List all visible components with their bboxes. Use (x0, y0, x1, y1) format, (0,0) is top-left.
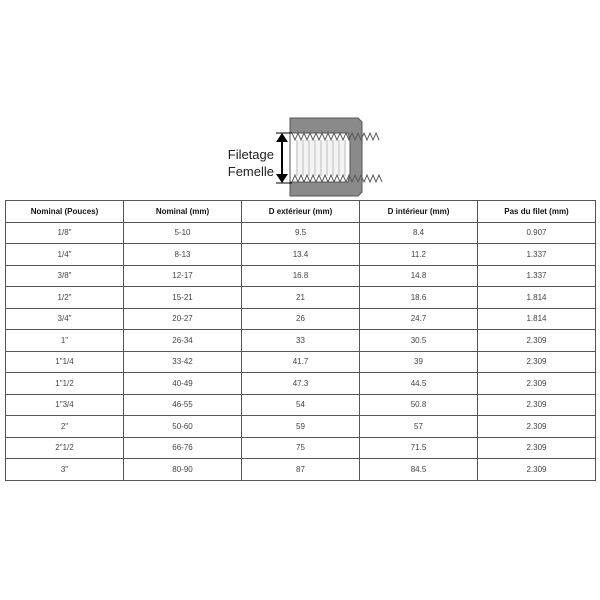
table-row (6, 222, 596, 244)
cell-thread-pitch: 2.309 (478, 351, 596, 373)
cell-nominal-mm: 20-27 (124, 308, 242, 330)
cell-nominal-mm: 26-34 (124, 330, 242, 352)
header-inner-diameter: D intérieur (mm) (360, 201, 478, 223)
cell-inner-diameter: 30.5 (360, 330, 478, 352)
cell-nominal-mm: 46-55 (124, 394, 242, 416)
cell-outer-diameter: 54 (242, 394, 360, 416)
cell-inner-diameter: 24.7 (360, 308, 478, 330)
cell-nominal-mm: 12-17 (124, 265, 242, 287)
cell-inner-diameter: 44.5 (360, 373, 478, 395)
cell-nominal-mm: 5-10 (124, 222, 242, 244)
cell-thread-pitch: 2.309 (478, 459, 596, 481)
cell-outer-diameter: 13.4 (242, 244, 360, 266)
header-nominal-inches: Nominal (Pouces) (6, 201, 124, 223)
cell-nominal-inches: 1/2" (6, 287, 124, 309)
cell-nominal-mm: 33-42 (124, 351, 242, 373)
table-row (6, 330, 596, 352)
cell-nominal-inches: 2"1/2 (6, 437, 124, 459)
cell-nominal-mm: 15-21 (124, 287, 242, 309)
cell-thread-pitch: 1.337 (478, 244, 596, 266)
cell-inner-diameter: 57 (360, 416, 478, 438)
header-nominal-mm: Nominal (mm) (124, 201, 242, 223)
cell-thread-pitch: 2.309 (478, 330, 596, 352)
cell-nominal-mm: 80-90 (124, 459, 242, 481)
cell-nominal-inches: 1"3/4 (6, 394, 124, 416)
thread-spec-table (5, 200, 596, 481)
cell-outer-diameter: 75 (242, 437, 360, 459)
cell-nominal-inches: 3/8" (6, 265, 124, 287)
cell-outer-diameter: 47.3 (242, 373, 360, 395)
cell-nominal-inches: 1/4" (6, 244, 124, 266)
table-row (6, 437, 596, 459)
thread-label-line1: Filetage (227, 147, 274, 162)
cell-inner-diameter: 14.8 (360, 265, 478, 287)
cell-nominal-inches: 1"1/2 (6, 373, 124, 395)
cell-outer-diameter: 87 (242, 459, 360, 481)
cell-inner-diameter: 18.6 (360, 287, 478, 309)
table-row (6, 351, 596, 373)
female-thread-diagram (0, 0, 600, 200)
cell-outer-diameter: 41.7 (242, 351, 360, 373)
cell-thread-pitch: 1.814 (478, 308, 596, 330)
cell-thread-pitch: 2.309 (478, 394, 596, 416)
cell-inner-diameter: 11.2 (360, 244, 478, 266)
cell-nominal-inches: 1/8" (6, 222, 124, 244)
cell-nominal-mm: 40-49 (124, 373, 242, 395)
cell-inner-diameter: 39 (360, 351, 478, 373)
cell-thread-pitch: 1.337 (478, 265, 596, 287)
cell-inner-diameter: 71.5 (360, 437, 478, 459)
cell-outer-diameter: 26 (242, 308, 360, 330)
table-row (6, 416, 596, 438)
table-row (6, 244, 596, 266)
table-row (6, 265, 596, 287)
header-outer-diameter: D extérieur (mm) (242, 201, 360, 223)
cell-thread-pitch: 1.814 (478, 287, 596, 309)
cell-thread-pitch: 2.309 (478, 437, 596, 459)
cell-thread-pitch: 0.907 (478, 222, 596, 244)
cell-inner-diameter: 84.5 (360, 459, 478, 481)
table-row (6, 459, 596, 481)
table-row (6, 287, 596, 309)
thread-label-line2: Femelle (227, 164, 274, 179)
cell-inner-diameter: 8.4 (360, 222, 478, 244)
cell-outer-diameter: 9.5 (242, 222, 360, 244)
table-row (6, 308, 596, 330)
thread-cross-section-illustration (0, 0, 600, 200)
cell-thread-pitch: 2.309 (478, 416, 596, 438)
table-row (6, 394, 596, 416)
cell-inner-diameter: 50.8 (360, 394, 478, 416)
cell-nominal-inches: 3" (6, 459, 124, 481)
cell-nominal-inches: 1"1/4 (6, 351, 124, 373)
cell-outer-diameter: 16.8 (242, 265, 360, 287)
cell-nominal-inches: 1" (6, 330, 124, 352)
header-thread-pitch: Pas du filet (mm) (478, 201, 596, 223)
cell-thread-pitch: 2.309 (478, 373, 596, 395)
cell-nominal-mm: 8-13 (124, 244, 242, 266)
cell-outer-diameter: 21 (242, 287, 360, 309)
table-row (6, 373, 596, 395)
cell-outer-diameter: 59 (242, 416, 360, 438)
cell-nominal-mm: 66-76 (124, 437, 242, 459)
cell-nominal-inches: 3/4" (6, 308, 124, 330)
cell-nominal-inches: 2" (6, 416, 124, 438)
table-header-row (6, 201, 596, 223)
cell-outer-diameter: 33 (242, 330, 360, 352)
cell-nominal-mm: 50-60 (124, 416, 242, 438)
